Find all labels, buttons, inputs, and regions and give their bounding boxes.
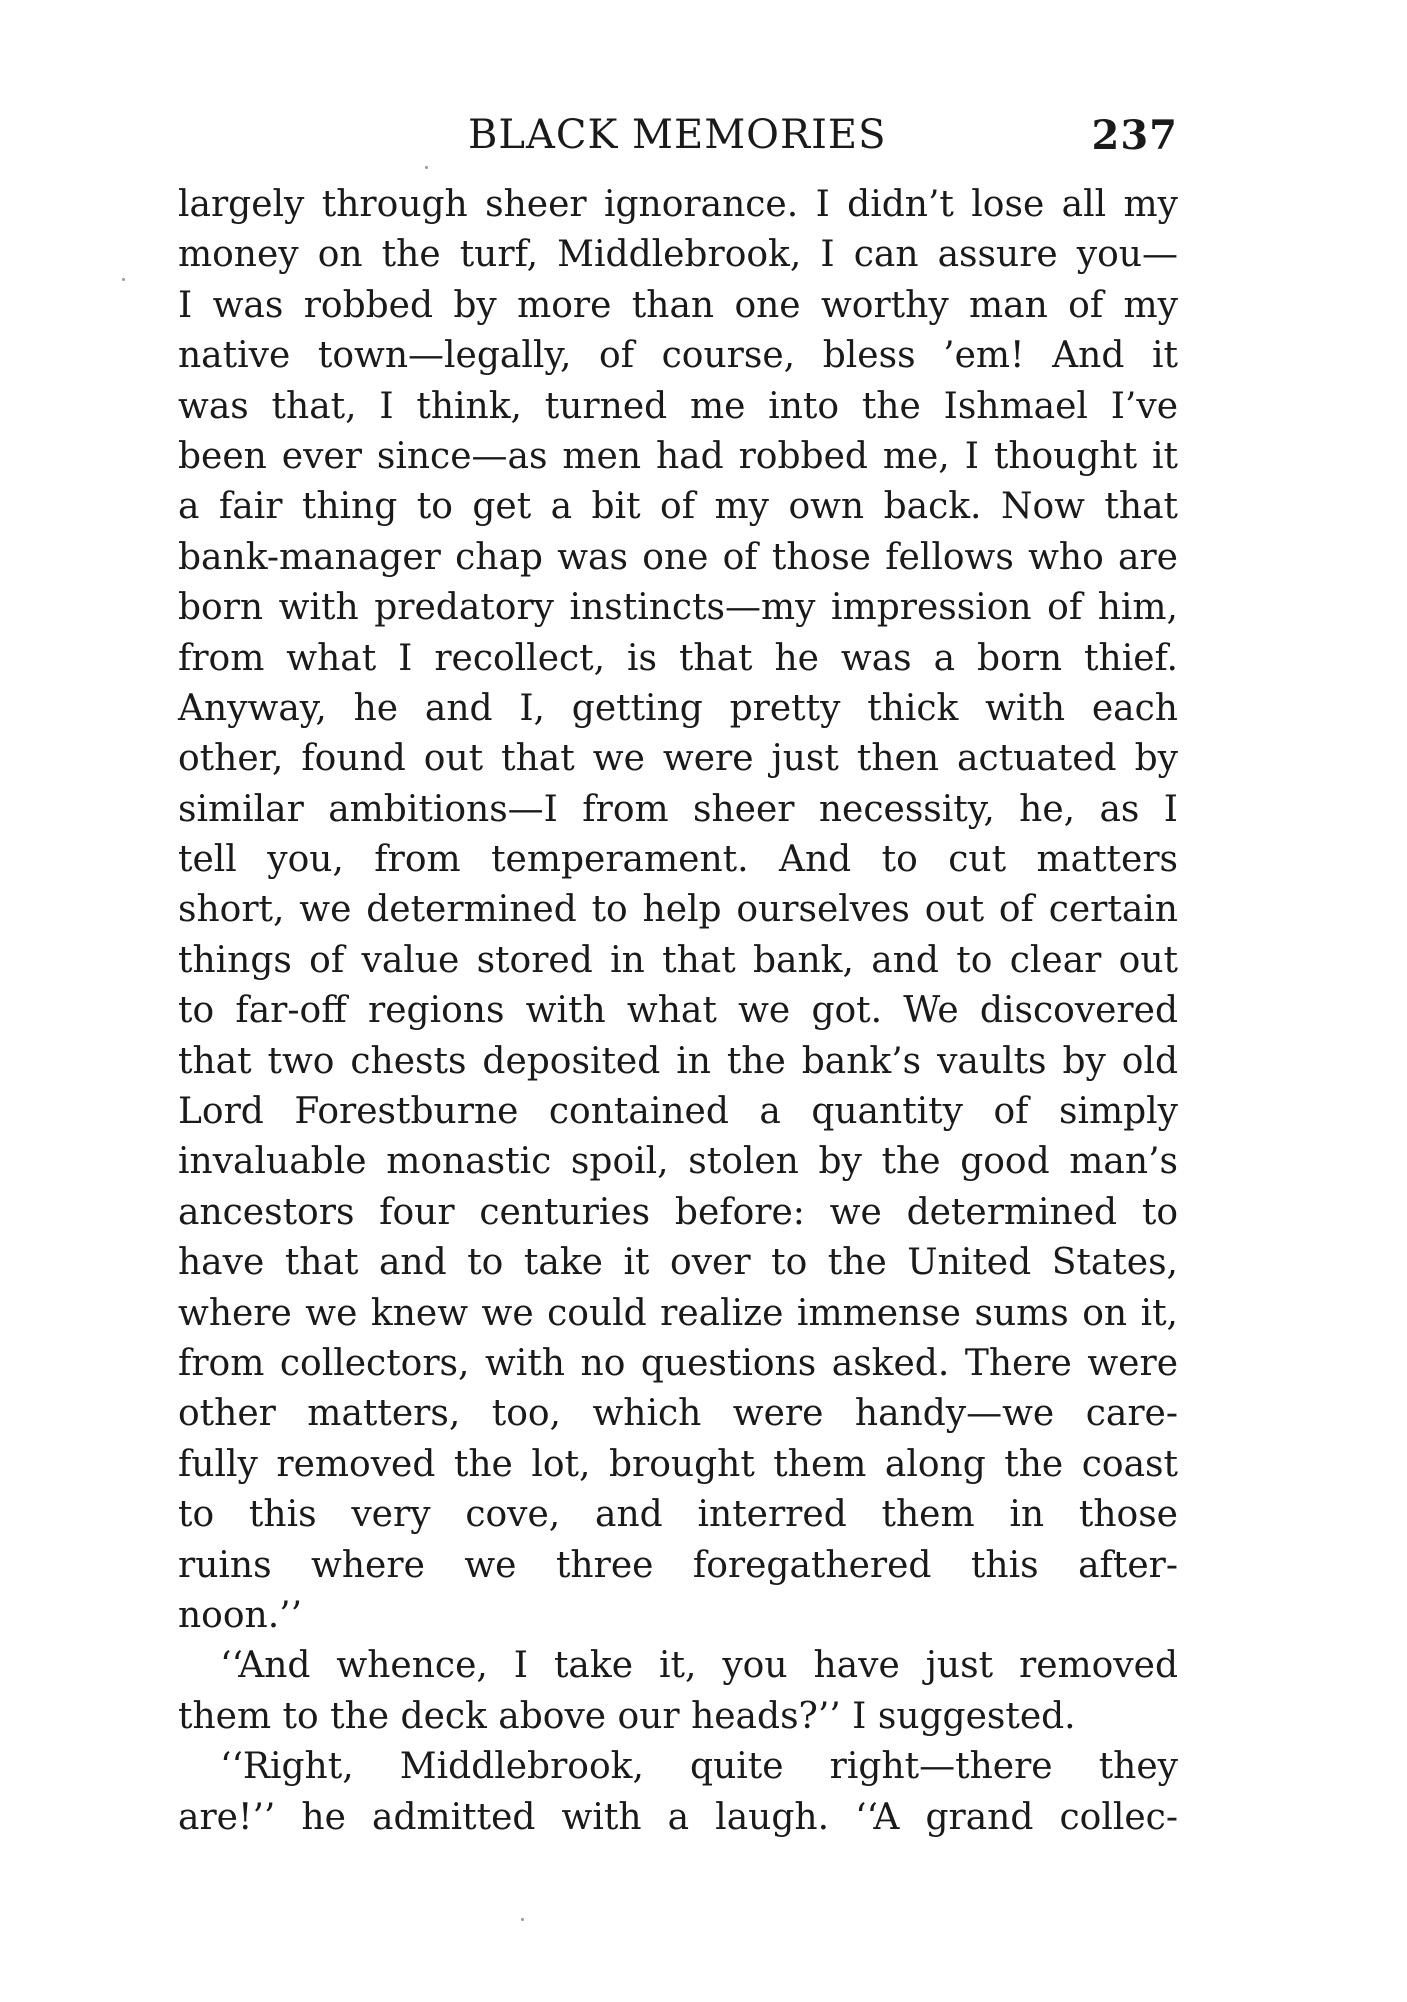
page-number: 237 [1091,112,1178,159]
text-line: short, we determined to help ourselves out of certain [178,889,1178,931]
text-line: them to the deck above our heads?’’ I suggested. [178,1695,1076,1737]
text-line: fully removed the lot, brought them along the coast [178,1443,1178,1485]
text-line: ‘‘Right, Middlebrook, quite right—there they [220,1746,1178,1788]
speck-mark [521,1918,524,1921]
text-line: are!’’ he admitted with a laugh. ‘‘A grand collec- [178,1796,1178,1838]
text-line: ruins where we three foregathered this after- [178,1544,1178,1586]
text-line: where we knew we could realize immense sums on it, [178,1292,1178,1334]
text-line: that two chests deposited in the bank’s vaults by old [178,1040,1178,1082]
text-line: ‘‘And whence, I take it, you have just removed [220,1645,1178,1687]
text-line: Lord Forestburne contained a quantity of simply [178,1091,1178,1133]
text-line: I was robbed by more than one worthy man of my [178,284,1178,326]
text-line: noon.’’ [178,1594,303,1636]
text-line: from collectors, with no questions asked. There were [178,1342,1178,1384]
body-text [178,180,1178,1843]
text-line: other, found out that we were just then actuated by [178,738,1178,780]
text-line: a fair thing to get a bit of my own back. Now that [178,486,1178,528]
text-line: ancestors four centuries before: we determined to [178,1191,1178,1233]
text-line: was that, I think, turned me into the Ishmael I’ve [178,385,1178,427]
text-line: have that and to take it over to the United States, [178,1242,1178,1284]
running-title: BLACK MEMORIES [468,112,887,158]
text-line: Anyway, he and I, getting pretty thick with each [178,687,1178,729]
text-line: other matters, too, which were handy—we care- [178,1393,1178,1435]
running-head [178,112,1178,172]
text-line: largely through sheer ignorance. I didn’t lose all my [178,184,1178,225]
text-line: tell you, from temperament. And to cut matters [178,839,1178,881]
text-line: been ever since—as men had robbed me, I thought it [178,435,1178,477]
text-line: things of value stored in that bank, and to clear out [178,939,1178,981]
text-line: invaluable monastic spoil, stolen by the good man’s [178,1141,1178,1183]
text-line: to this very cove, and interred them in those [178,1494,1178,1536]
text-line: money on the turf, Middlebrook, I can assure you— [178,234,1178,276]
speck-mark [122,278,125,281]
text-line: bank-manager chap was one of those fellows who are [178,536,1178,578]
text-line: from what I recollect, is that he was a born thief. [178,637,1178,679]
text-line: born with predatory instincts—my impression of him, [178,587,1178,629]
text-line: native town—legally, of course, bless ’em! And it [178,335,1178,377]
text-line: to far-off regions with what we got. We discovered [178,990,1178,1032]
text-line: similar ambitions—I from sheer necessity, he, as I [178,788,1178,830]
